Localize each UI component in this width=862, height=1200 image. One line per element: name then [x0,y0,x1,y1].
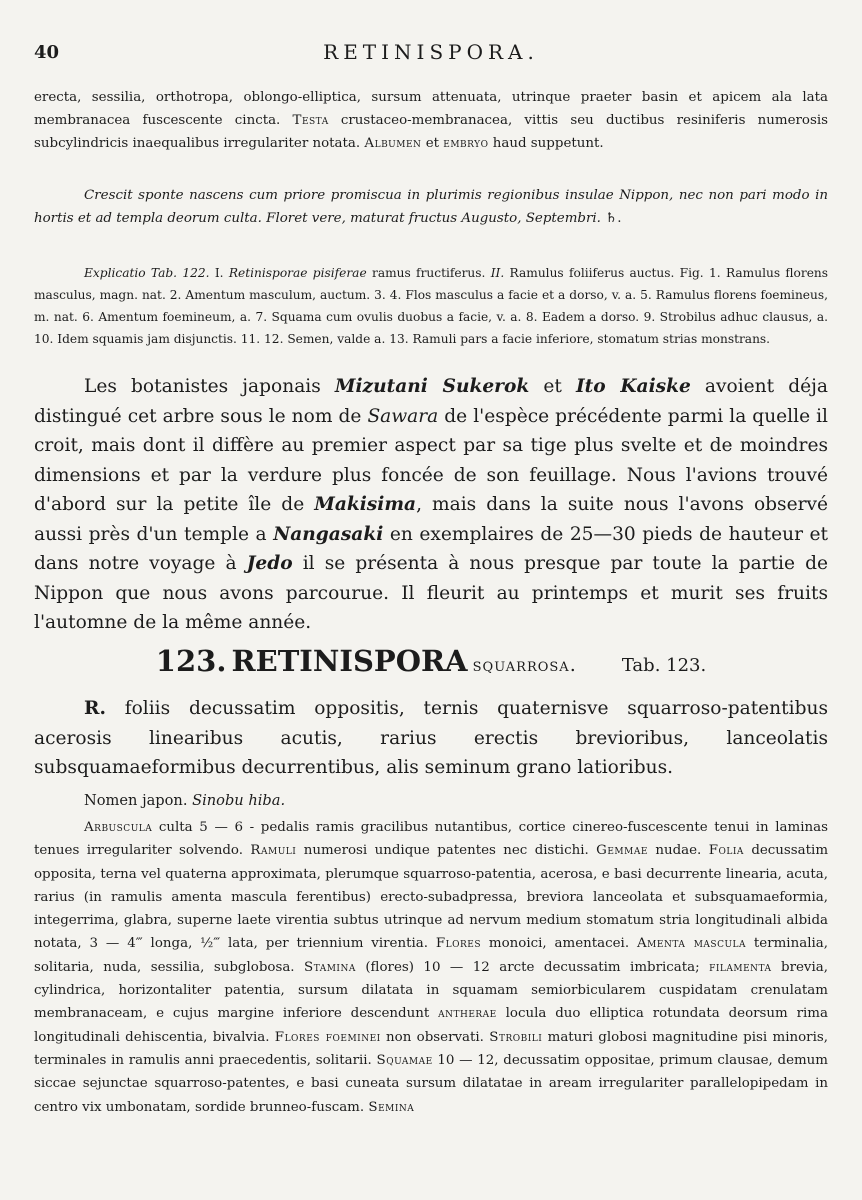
french-commentary: Les botanistes japonais Mizutani Sukerok et Ito Kaiske avoient déja distingué cet arbre sous le nom de Sawara de l'espèce précédente parmi la quelle il croit, mais dont il diffère au premier aspect par sa tige plus svelte et de moindres dimensions et par la verdure plus foncée de son feuillage. Nous l'avions trouvé d'abord sur la petite île de Makisima, mais dans la suite nous l'avons observé aussi près d'un temple a Nangasaki en exemplaires de 25—30 pieds de hauteur et dans notre voyage à Jedo il se présenta à nous presque par toute la partie de Nippon que nous avons parcourue. Il fleurit au printemps et murit ses fruits l'automne de la même année. [34,376,829,633]
species-number: 123. [155,644,227,678]
page-number: 40 [34,42,60,63]
page-header [34,38,828,68]
running-head: RETINISPORA. [323,40,539,64]
genus-name: RETINISPORA [231,644,468,678]
species-epithet: squarrosa. [472,654,577,676]
plate-explanation: Explicatio Tab. 122. I. Retinisporae pisiferae ramus fructiferus. II. Ramulus foliiferus auctus. Fig. 1. Ramulus florens masculus, magn. nat. 2. Amentum masculum, auctum. 3. 4. Flos masculus a facie et a dorso, v. a. 5. Ramulus florens foemineus, m. nat. 6. Amentum foemineum, a. 7. Squama cum ovulis duobus a facie, v. a. 8. Eadem a dorso. 9. Strobilus adhuc clausus, a. 10. Idem squamis jam disjunctis. 11. 12. Semen, valde a. 13. Ramuli pars a facie inferiore, stomatum strias monstrans. [34,266,829,346]
species-description: Arbuscula culta 5 — 6 - pedalis ramis gracilibus nutantibus, cortice cinereo-fuscescente tenui in laminas tenues irregulariter solvendo. Ramuli numerosi undique patentes nec distichi. Gemmae nudae. Folia decussatim opposita, terna vel quaterna approximata, plerumque squarroso-patentia, acerosa, e basi decurrente linearia, acuta, rarius (in ramulis amenta mascula ferentibus) erecto-subadpressa, breviora lanceolata et subsquamaeformia, integerrima, glabra, superne laete virentia subtus utrinque ad nervum medium stomatum stria longitudinali albida notata, 3 — 4‴ longa, ½‴ lata, per triennium virentia. Flores monoici, amentacei. Amenta mascula terminalia, solitaria, nuda, sessilia, subglobosa. Stamina (flores) 10 — 12 arcte decussatim imbricata; filamenta brevia, cylindrica, horizontaliter patentia, sursum dilatata in squamam semiorbicularem cuspidatam crenulatam membranaceam, e cujus margine inferiore descendunt antherae locula duo elliptica rotundata deorsum rima longitudinali dehiscentia, bivalvia. Flores foeminei non observati. Strobili maturi globosi magnitudine pisi minoris, terminales in ramulis anni praecedentis, solitarii. Squamae 10 — 12, decussatim oppositae, primum clausae, demum siccae sejunctae squarroso-patentes, e basi cuneata sursum dilatatae in aream irregulariter parallelopipedam in centro vix umbonatam, sordide brunneo-fuscam. Semina [34,820,829,1115]
species-heading [34,644,828,678]
plate-reference: Tab. 123. [621,655,707,676]
diagnosis: R. foliis decussatim oppositis, ternis quaternisve squarroso-patentibus acerosis linearibus acutis, rarius erectis brevioribus, lanceolatis subsquamaeformibus decurrentibus, alis seminum grano latioribus. [34,698,828,778]
japanese-name: Nomen japon. Sinobu hiba. [84,792,286,809]
habitat-paragraph: Crescit sponte nascens cum priore promiscua in plurimis regionibus insulae Nippon, nec non pari modo in hortis et ad templa deorum culta. Floret vere, maturat fructus Augusto, Septembri. ♄. [34,188,828,226]
seed-description-continued: erecta, sessilia, orthotropa, oblongo-elliptica, sursum attenuata, utrinque praeter basin et apicem ala lata membranacea fuscescente cincta. Testa crustaceo-membranacea, vittis seu ductibus resiniferis numerosis subcylindricis inaequalibus irregulariter notata. Albumen et embryo haud suppetunt. [34,90,828,151]
